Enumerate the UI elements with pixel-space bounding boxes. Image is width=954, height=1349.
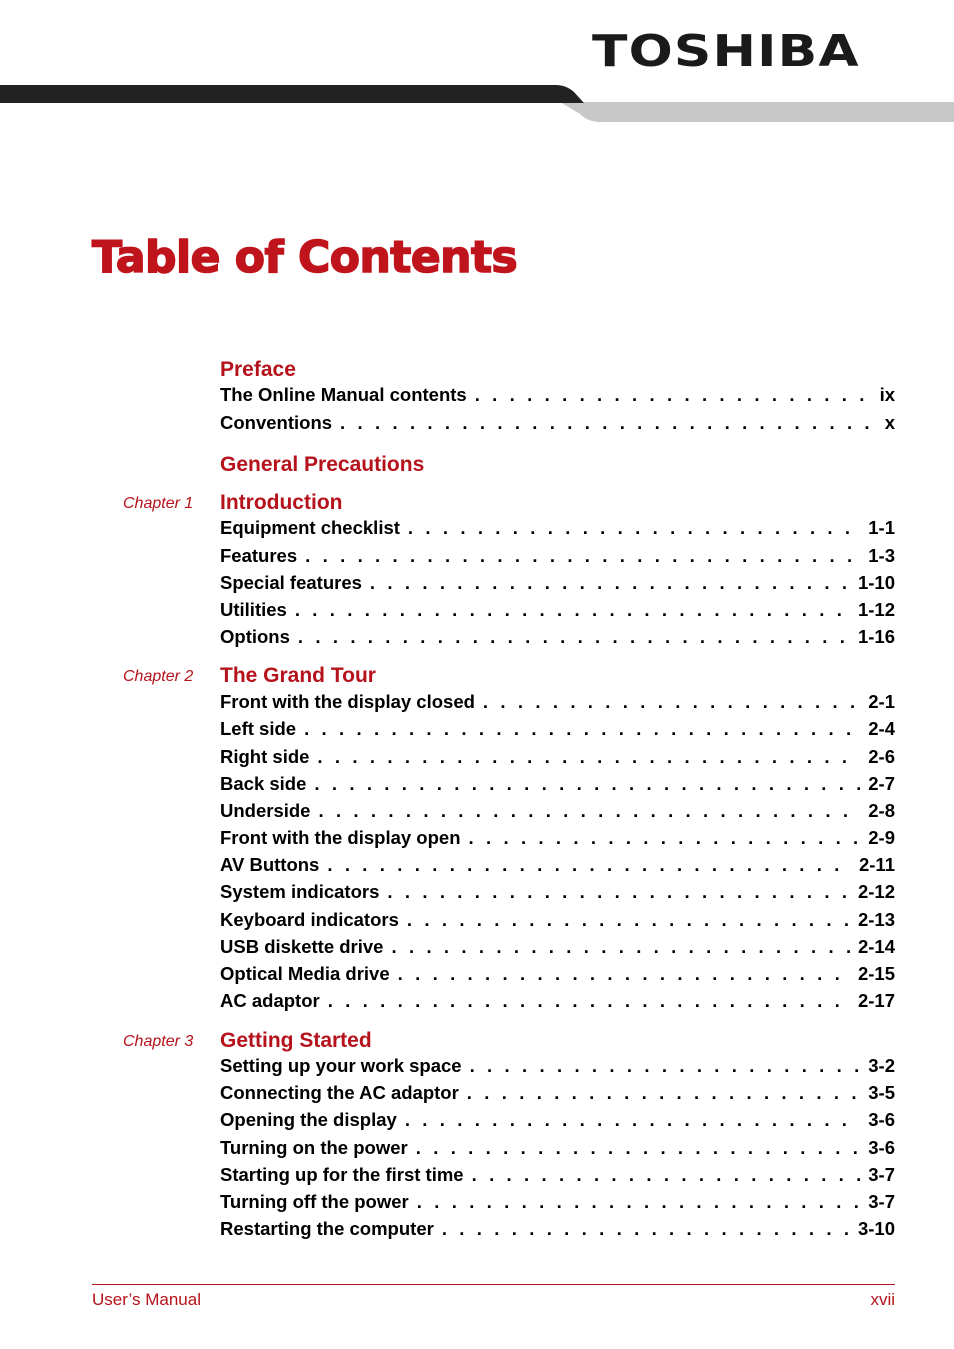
toc-entry[interactable] — [220, 693, 895, 712]
dot-leader — [405, 1111, 860, 1130]
toc-entry[interactable] — [220, 414, 895, 433]
toc-entry-page: 2-15 — [857, 963, 895, 984]
toc-entry-title: Restarting the computer — [220, 1218, 434, 1239]
toc-entry-title: Front with the display open — [220, 827, 461, 848]
dot-leader — [304, 720, 860, 739]
toc-entry[interactable] — [220, 883, 895, 902]
toc-entry-title: Conventions — [220, 412, 333, 433]
toc-entry[interactable] — [220, 1057, 895, 1076]
toc-entry[interactable] — [220, 965, 895, 984]
toc-entry-page: 1-3 — [868, 545, 895, 566]
toc-entry[interactable] — [220, 628, 895, 647]
dot-leader — [370, 574, 850, 593]
toc-entry-page: 2-9 — [868, 827, 895, 848]
dot-leader — [467, 1084, 860, 1103]
dot-leader — [469, 829, 861, 848]
toc-entry-page: 1-1 — [868, 517, 895, 538]
dot-leader — [328, 992, 850, 1011]
toc-entry-page: 2-17 — [857, 990, 895, 1011]
toc-entry-page: 3-7 — [868, 1191, 895, 1212]
chapter-label: Chapter 2 — [123, 668, 194, 685]
dot-leader — [298, 628, 850, 647]
toc-entry-page: ix — [879, 384, 895, 405]
dot-leader — [442, 1220, 850, 1239]
toc-entry[interactable] — [220, 911, 895, 930]
toc-entry-title: Utilities — [220, 599, 287, 620]
dot-leader — [408, 519, 860, 538]
dot-leader — [340, 414, 877, 433]
dot-leader — [417, 1193, 861, 1212]
toc-entry-title: Equipment checklist — [220, 517, 400, 538]
toc-entry[interactable] — [220, 748, 895, 767]
toc-entry-title: Options — [220, 626, 290, 647]
footer-page-number: xvii — [870, 1290, 895, 1309]
toc-entry-title: Right side — [220, 746, 310, 767]
dot-leader — [305, 547, 860, 566]
toc-entry-title: Special features — [220, 572, 362, 593]
toc-entry-page: 3-7 — [868, 1164, 895, 1185]
dot-leader — [475, 386, 872, 405]
toc-entry-title: Keyboard indicators — [220, 909, 399, 930]
toc-entry-title: Connecting the AC adaptor — [220, 1082, 459, 1103]
toc-entry[interactable] — [220, 1166, 895, 1185]
header-band-dark — [0, 85, 584, 103]
dot-leader — [391, 938, 849, 957]
toc-entry[interactable] — [220, 1111, 895, 1130]
header-band — [0, 84, 954, 124]
toc-entry[interactable] — [220, 601, 895, 620]
toc-entry-title: Starting up for the first time — [220, 1164, 464, 1185]
toc-entry[interactable] — [220, 856, 895, 875]
toc-entry-page: 1-10 — [857, 572, 895, 593]
dot-leader — [407, 911, 850, 930]
toc-entry-page: 2-12 — [857, 881, 895, 902]
page-title: Table of Contents — [92, 232, 518, 283]
toc-entry[interactable] — [220, 720, 895, 739]
dot-leader — [327, 856, 851, 875]
toc-entry-title: Back side — [220, 773, 307, 794]
toc-entry-title: The Online Manual contents — [220, 384, 467, 405]
toshiba-logo: TOSHIBA — [592, 26, 860, 77]
footer-manual-name: User’s Manual — [92, 1290, 201, 1309]
toc-entry-page: 3-2 — [868, 1055, 895, 1076]
toc-entry-page: 1-12 — [857, 599, 895, 620]
dot-leader — [318, 802, 860, 821]
chapter-heading[interactable]: Getting Started — [220, 1029, 372, 1052]
dot-leader — [483, 693, 860, 712]
toc-entry-page: x — [884, 412, 895, 433]
toc-entry-title: Front with the display closed — [220, 691, 475, 712]
chapter-label: Chapter 1 — [123, 495, 194, 512]
footer-divider — [92, 1284, 895, 1285]
toc-entry-page: 3-10 — [857, 1218, 895, 1239]
toc-entry-page: 3-6 — [868, 1137, 895, 1158]
toc-entry-page: 2-13 — [857, 909, 895, 930]
dot-leader — [470, 1057, 861, 1076]
chapter-heading[interactable]: Introduction — [220, 491, 343, 514]
toc-entry[interactable] — [220, 775, 895, 794]
toc-entry-title: Setting up your work space — [220, 1055, 462, 1076]
dot-leader — [314, 775, 860, 794]
toc-entry-title: AV Buttons — [220, 854, 320, 875]
toc-entry-page: 1-16 — [857, 626, 895, 647]
toc-entry-page: 3-5 — [868, 1082, 895, 1103]
toc-entry-title: USB diskette drive — [220, 936, 384, 957]
toc-entry-page: 2-6 — [868, 746, 895, 767]
toc-entry[interactable] — [220, 938, 895, 957]
toc-entry-title: Features — [220, 545, 298, 566]
toc-entry-title: Turning off the power — [220, 1191, 409, 1212]
general-precautions-heading[interactable]: General Precautions — [220, 453, 425, 476]
toc-entry[interactable] — [220, 1139, 895, 1158]
toc-entry-title: Opening the display — [220, 1109, 397, 1130]
toc-entry[interactable] — [220, 574, 895, 593]
toc-entry-page: 2-7 — [868, 773, 895, 794]
dot-leader — [398, 965, 850, 984]
toc-entry-title: System indicators — [220, 881, 380, 902]
toc-entry-page: 2-8 — [868, 800, 895, 821]
toc-entry-page: 2-14 — [857, 936, 895, 957]
dot-leader — [472, 1166, 861, 1185]
toc-entry-title: Optical Media drive — [220, 963, 390, 984]
toc-entry-page: 2-11 — [858, 854, 895, 875]
dot-leader — [416, 1139, 861, 1158]
toc-entry[interactable] — [220, 519, 895, 538]
chapter-heading[interactable]: The Grand Tour — [220, 664, 376, 687]
toc-entry-title: Turning on the power — [220, 1137, 408, 1158]
dot-leader — [295, 601, 850, 620]
chapter-label: Chapter 3 — [123, 1033, 194, 1050]
toc-entry[interactable] — [220, 1220, 895, 1239]
toc-entry[interactable] — [220, 547, 895, 566]
header-band-light — [560, 102, 954, 122]
toc-entry[interactable] — [220, 802, 895, 821]
toc-entry-title: Left side — [220, 718, 297, 739]
toc-entry-page: 2-4 — [868, 718, 895, 739]
dot-leader — [317, 748, 860, 767]
dot-leader — [387, 883, 850, 902]
toc-entry-title: AC adaptor — [220, 990, 320, 1011]
toc-entry[interactable] — [220, 1084, 895, 1103]
toc-entry[interactable] — [220, 829, 895, 848]
toc-entry-title: Underside — [220, 800, 311, 821]
toc-entry-page: 2-1 — [868, 691, 895, 712]
toc-entry[interactable] — [220, 992, 895, 1011]
toc-entry[interactable] — [220, 386, 895, 405]
toc-entry[interactable] — [220, 1193, 895, 1212]
toc-entry-page: 3-6 — [868, 1109, 895, 1130]
preface-heading[interactable]: Preface — [220, 358, 296, 381]
